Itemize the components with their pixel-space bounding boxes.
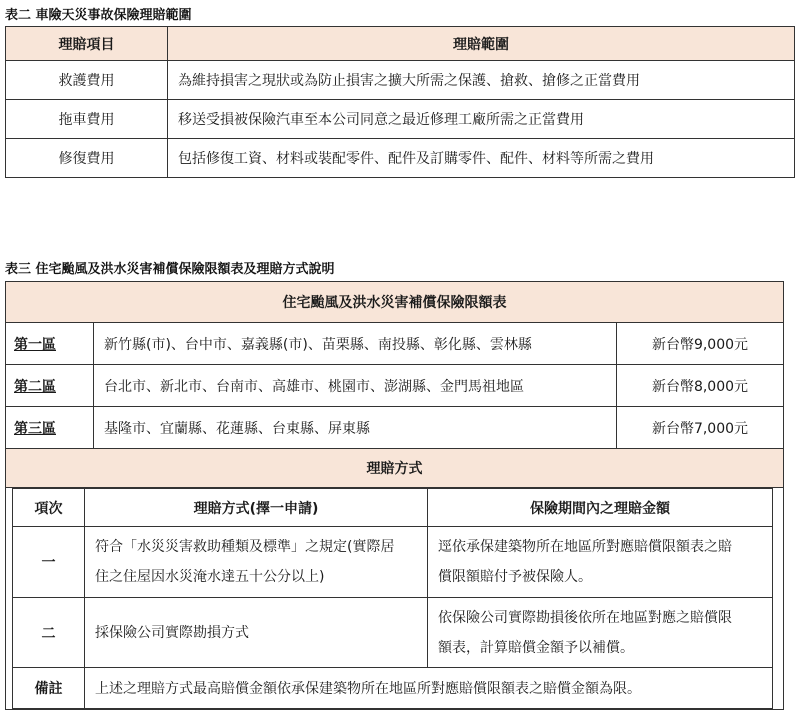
method-line: 採保險公司實際勘損方式 xyxy=(95,624,249,641)
method-amount xyxy=(428,598,773,668)
header-no: 項次 xyxy=(13,489,85,527)
zone-areas: 台北市、新北市、台南市、高雄市、桃園市、澎湖縣、金門馬祖地區 xyxy=(94,365,617,407)
claim-scope-table xyxy=(5,26,795,178)
zone-label: 第三區 xyxy=(6,407,94,449)
method-desc xyxy=(85,598,428,668)
note-label: 備註 xyxy=(13,668,85,709)
zone-amount: 新台幣9,000元 xyxy=(617,323,784,365)
claim-scope: 為維持損害之現狀或為防止損害之擴大所需之保護、搶救、搶修之正當費用 xyxy=(168,61,795,100)
amount-line: 逕依承保建築物所在地區所對應賠償限額表之賠 xyxy=(438,539,732,555)
zone-row xyxy=(6,365,784,407)
zone-amount: 新台幣8,000元 xyxy=(617,365,784,407)
table-row xyxy=(6,61,795,100)
zone-label: 第一區 xyxy=(6,323,94,365)
zone-label: 第二區 xyxy=(6,365,94,407)
claim-item: 拖車費用 xyxy=(6,100,168,139)
zone-areas: 新竹縣(市)、台中市、嘉義縣(市)、苗栗縣、南投縣、彰化縣、雲林縣 xyxy=(94,323,617,365)
header-claim-item: 理賠項目 xyxy=(6,27,168,61)
limit-table-title: 住宅颱風及洪水災害補償保險限額表 xyxy=(6,282,784,323)
table3-caption: 表三 住宅颱風及洪水災害補償保險限額表及理賠方式說明 xyxy=(5,262,335,277)
zone-amount: 新台幣7,000元 xyxy=(617,407,784,449)
method-no: 二 xyxy=(13,598,85,668)
method-line: 住之住屋因水災淹水達五十公分以上) xyxy=(95,569,325,585)
amount-line: 依保險公司實際勘損後依所在地區對應之賠償限 xyxy=(438,609,732,626)
header-method: 理賠方式(擇一申請) xyxy=(85,489,428,527)
amount-line: 額表，計算賠償金額予以補償。 xyxy=(438,639,634,656)
amount-line: 償限額賠付予被保險人。 xyxy=(438,569,592,585)
table-row xyxy=(6,100,795,139)
flood-compensation-table xyxy=(5,281,784,710)
method-title: 理賠方式 xyxy=(6,449,784,488)
method-amount xyxy=(428,527,773,598)
method-row xyxy=(13,598,773,668)
method-no: 一 xyxy=(13,527,85,598)
method-line: 符合「水災災害救助種類及標準」之規定(實際居 xyxy=(95,539,395,555)
header-amount: 保險期間內之理賠金額 xyxy=(428,489,773,527)
claim-item: 救護費用 xyxy=(6,61,168,100)
zone-areas: 基隆市、宜蘭縣、花蓮縣、台東縣、屏東縣 xyxy=(94,407,617,449)
note-row xyxy=(13,668,773,709)
claim-item: 修復費用 xyxy=(6,139,168,178)
method-row xyxy=(13,527,773,598)
note-text: 上述之理賠方式最高賠償金額依承保建築物所在地區所對應賠償限額表之賠償金額為限。 xyxy=(85,668,773,709)
table-row xyxy=(6,139,795,178)
table2-caption: 表二 車險天災事故保險理賠範圍 xyxy=(5,8,192,23)
method-desc xyxy=(85,527,428,598)
claim-scope: 包括修復工資、材料或裝配零件、配件及訂購零件、配件、材料等所需之費用 xyxy=(168,139,795,178)
zone-row xyxy=(6,323,784,365)
header-claim-scope: 理賠範圍 xyxy=(168,27,795,61)
method-section xyxy=(6,488,784,710)
claim-method-table xyxy=(12,488,773,709)
claim-scope: 移送受損被保險汽車至本公司同意之最近修理工廠所需之正當費用 xyxy=(168,100,795,139)
zone-row xyxy=(6,407,784,449)
